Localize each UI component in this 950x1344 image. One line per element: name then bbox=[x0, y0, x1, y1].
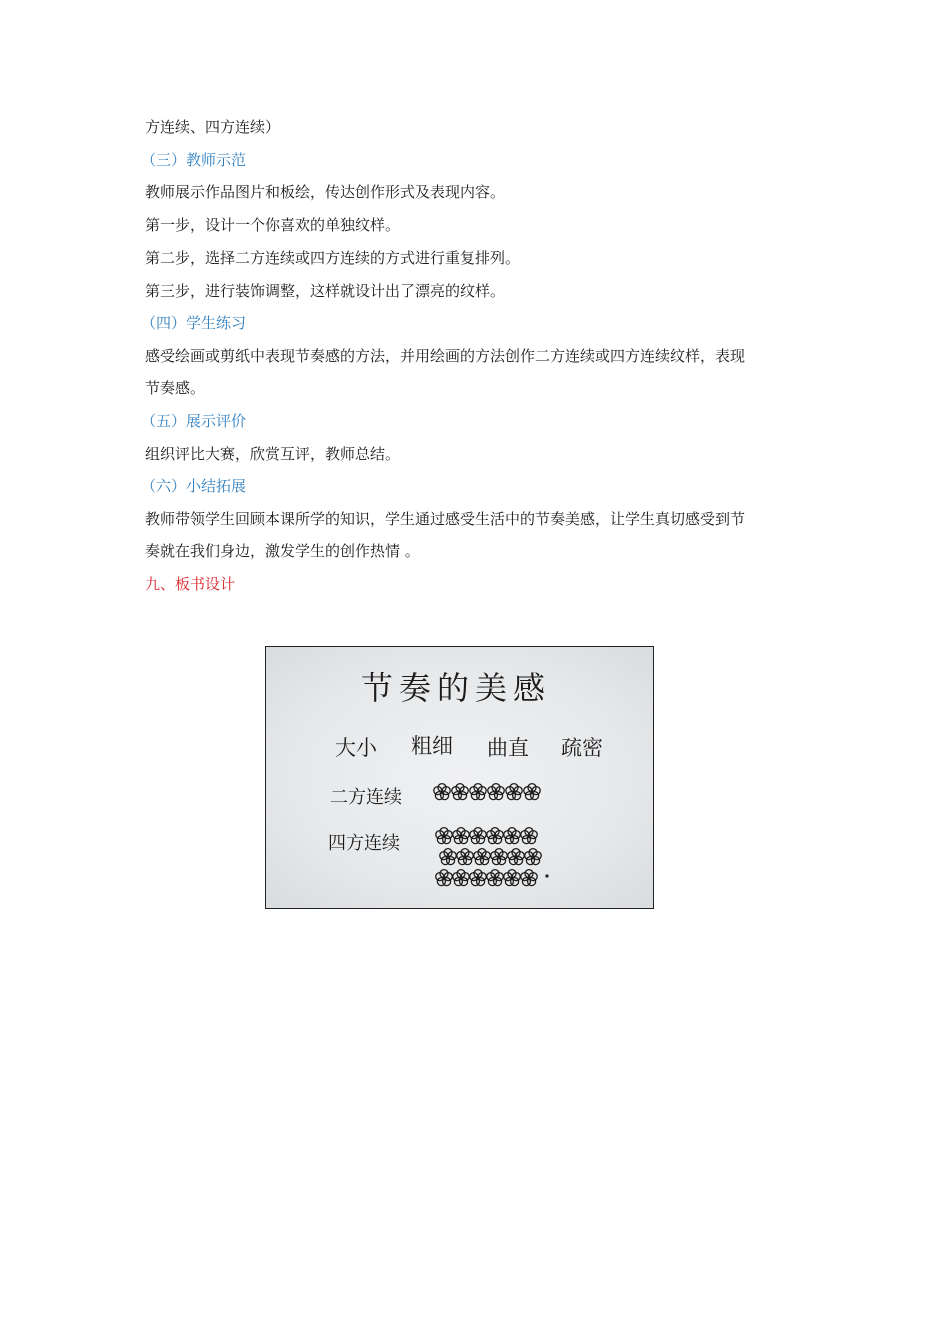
board-label-four-way: 四方连续 bbox=[328, 833, 400, 854]
section-heading-summary: （六）小结拓展 bbox=[141, 477, 247, 495]
flower-motif-icon bbox=[457, 849, 473, 865]
section-heading-teacher-demo: （三）教师示范 bbox=[141, 151, 247, 169]
flower-motif-icon bbox=[440, 849, 456, 865]
flower-motif-icon bbox=[470, 828, 486, 844]
text-line: 第三步，进行装饰调整，这样就设计出了漂亮的纹样。 bbox=[145, 282, 506, 300]
board-title: 节奏的美感 bbox=[360, 669, 552, 707]
section-heading-student-practice: （四）学生练习 bbox=[141, 314, 247, 332]
text-line: 组织评比大赛，欣赏互评，教师总结。 bbox=[145, 445, 401, 463]
flower-motif-icon bbox=[521, 828, 537, 844]
section-heading-board-design: 九、板书设计 bbox=[145, 575, 236, 593]
flower-motif-icon bbox=[506, 784, 522, 800]
flower-motif-icon bbox=[508, 849, 524, 865]
board-keyword: 疏密 bbox=[561, 736, 603, 760]
flower-motif-icon bbox=[470, 784, 486, 800]
flower-motif-icon bbox=[474, 849, 490, 865]
text-line: 方连续、四方连续） bbox=[145, 118, 281, 136]
flower-motif-icon bbox=[504, 870, 520, 886]
flower-motif-icon bbox=[491, 849, 507, 865]
text-line: 教师带领学生回顾本课所学的知识，学生通过感受生活中的节奏美感，让学生真切感受到节 bbox=[145, 510, 746, 528]
flower-motif-icon bbox=[436, 870, 452, 886]
board-keyword: 大小 bbox=[335, 736, 377, 760]
flower-pattern-icon bbox=[434, 784, 541, 886]
section-heading-show-evaluate: （五）展示评价 bbox=[141, 412, 247, 430]
flower-motif-icon bbox=[524, 784, 540, 800]
flower-motif-icon bbox=[487, 870, 503, 886]
flower-motif-icon bbox=[487, 828, 503, 844]
text-line: 第二步，选择二方连续或四方连续的方式进行重复排列。 bbox=[145, 249, 521, 267]
flower-motif-icon bbox=[470, 870, 486, 886]
board-label-two-way: 二方连续 bbox=[330, 787, 402, 808]
flower-motif-icon bbox=[453, 828, 469, 844]
board-drawing bbox=[266, 647, 653, 908]
text-line: 第一步，设计一个你喜欢的单独纹样。 bbox=[145, 216, 401, 234]
board-keyword: 曲直 bbox=[487, 736, 529, 760]
text-line: 教师展示作品图片和板绘，传达创作形式及表现内容。 bbox=[145, 183, 506, 201]
text-line: 感受绘画或剪纸中表现节奏感的方法，并用绘画的方法创作二方连续或四方连续纹样，表现 bbox=[145, 347, 746, 365]
flower-motif-icon bbox=[434, 784, 450, 800]
flower-motif-icon bbox=[504, 828, 520, 844]
flower-motif-icon bbox=[452, 784, 468, 800]
blackboard-design-photo bbox=[265, 646, 654, 909]
flower-motif-icon bbox=[436, 828, 452, 844]
flower-motif-icon bbox=[525, 849, 541, 865]
flower-motif-icon bbox=[453, 870, 469, 886]
text-line: 节奏感。 bbox=[145, 379, 206, 397]
board-keyword: 粗细 bbox=[411, 734, 453, 758]
flower-motif-icon bbox=[488, 784, 504, 800]
text-line: 奏就在我们身边，激发学生的创作热情 。 bbox=[145, 542, 420, 560]
flower-motif-icon bbox=[521, 870, 537, 886]
